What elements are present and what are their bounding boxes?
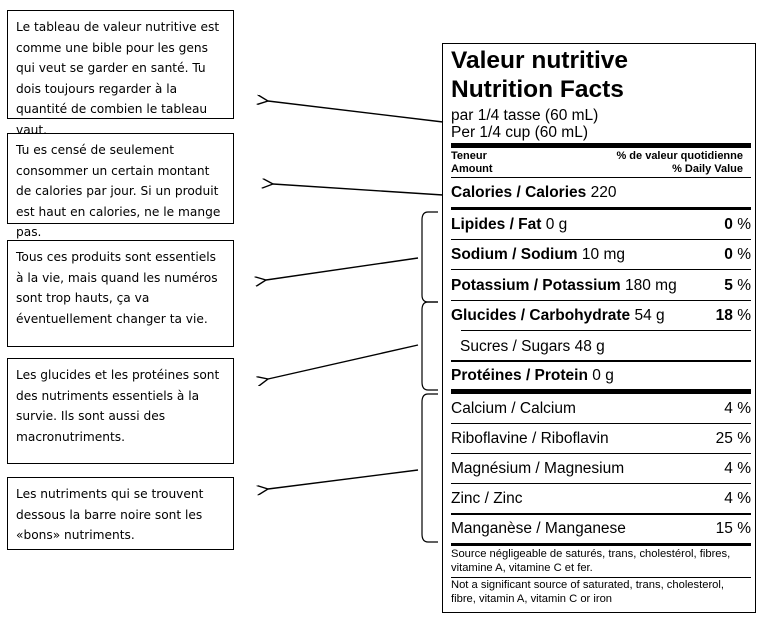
rule	[451, 269, 751, 270]
rule	[451, 360, 751, 362]
protein-row	[451, 367, 751, 385]
mineral-dv: 4 %	[724, 400, 751, 417]
mineral-row-calcium	[451, 400, 751, 418]
mineral-label: Riboflavine / Riboflavin	[451, 430, 609, 447]
rule	[451, 543, 751, 546]
arrow-calories	[273, 184, 443, 195]
title-fr: Valeur nutritive	[451, 47, 629, 74]
percent-unit: %	[737, 246, 751, 263]
note-good-nutrients: Les nutriments qui se trouvent dessous la barre noire sont les «bons» nutriments.	[7, 477, 234, 550]
sugars-row: Sucres / Sugars 48 g	[460, 338, 605, 355]
protein-label: Protéines / Protein	[451, 367, 588, 384]
rule	[451, 239, 751, 240]
thick-rule	[451, 143, 751, 148]
nutrient-dv: 0	[724, 246, 733, 263]
nutrition-facts-label	[442, 43, 756, 613]
mineral-label: Manganèse / Manganese	[451, 520, 626, 537]
bracket-fat-potassium	[422, 212, 438, 302]
nutrient-label: Potassium / Potassium	[451, 277, 621, 294]
rule	[451, 423, 751, 424]
bracket-carb-protein	[422, 302, 438, 390]
nutrient-amount: 180 mg	[625, 277, 677, 294]
arrow-group-3	[268, 470, 418, 489]
mineral-dv: 25 %	[715, 430, 751, 447]
arrow-group-1	[266, 258, 418, 280]
footnote-en: Not a significant source of saturated, trans, cholesterol, fibre, vitamin A, vitamin C or iron	[451, 579, 724, 605]
mineral-row-zinc	[451, 490, 751, 508]
serving-fr: par 1/4 tasse (60 mL)	[451, 107, 599, 124]
mineral-label: Magnésium / Magnesium	[451, 460, 625, 477]
percent-unit: %	[737, 277, 751, 294]
protein-amount: 0 g	[592, 367, 614, 384]
calories-value: 220	[590, 184, 617, 201]
daily-value-en: % Daily Value	[672, 163, 743, 175]
mineral-row-manganese	[451, 520, 751, 538]
amount-fr: Teneur	[451, 150, 487, 162]
calories-label: Calories / Calories	[451, 184, 587, 201]
nutrient-dv: 0	[724, 216, 733, 233]
mineral-label: Zinc / Zinc	[451, 490, 523, 507]
arrow-serving	[268, 101, 443, 122]
amount-en: Amount	[451, 163, 493, 175]
serving-en: Per 1/4 cup (60 mL)	[451, 124, 588, 141]
percent-unit: %	[737, 307, 751, 324]
nutrient-amount: 0 g	[545, 216, 568, 233]
nutrient-row-potassium	[451, 277, 751, 295]
title-en: Nutrition Facts	[451, 76, 624, 103]
nutrient-amount: 10 mg	[581, 246, 625, 263]
nutrient-dv: 5	[724, 277, 733, 294]
mineral-dv: 15 %	[715, 520, 751, 537]
thick-rule	[451, 389, 751, 394]
rule	[451, 207, 751, 210]
mineral-dv: 4 %	[724, 490, 751, 507]
nutrient-dv: 18	[715, 307, 733, 324]
nutrient-label: Lipides / Fat	[451, 216, 542, 233]
rule	[451, 300, 751, 301]
footnote-fr: Source négligeable de saturés, trans, cholestérol, fibres, vitamine A, vitamine C et fer.	[451, 548, 731, 574]
bracket-minerals	[422, 394, 438, 542]
rule	[451, 577, 751, 578]
mineral-row-magnesium	[451, 460, 751, 478]
note-fat-sodium-potassium: Tous ces produits sont essentiels à la vie, mais quand les numéros sont trop hauts, ça va éventuellement changer ta vie.	[7, 240, 234, 347]
nutrient-row-fat	[451, 216, 751, 234]
nutrient-label: Glucides / Carbohydrate	[451, 307, 631, 324]
rule	[451, 177, 751, 178]
mineral-row-riboflavin	[451, 430, 751, 448]
note-calories: Tu es censé de seulement consommer un certain montant de calories par jour. Si un produit est haut en calories, ne le mange pas.	[7, 133, 234, 224]
arrow-group-2	[268, 345, 418, 379]
nutrient-row-sodium	[451, 246, 751, 264]
nutrient-label: Sodium / Sodium	[451, 246, 578, 263]
nutrient-amount: 54 g	[634, 307, 665, 324]
rule	[451, 483, 751, 484]
note-serving: Le tableau de valeur nutritive est comme une bible pour les gens qui veut se garder en santé. Tu dois toujours regarder à la quantité de combien le tableau vaut.	[7, 10, 234, 119]
mineral-dv: 4 %	[724, 460, 751, 477]
percent-unit: %	[737, 216, 751, 233]
rule	[461, 330, 751, 331]
nutrient-row-carbohydrate	[451, 307, 751, 325]
calories-row	[451, 184, 751, 202]
rule	[451, 513, 751, 515]
rule	[451, 453, 751, 454]
note-carb-protein: Les glucides et les protéines sont des nutriments essentiels à la survie. Ils sont aussi des macronutriments.	[7, 358, 234, 464]
daily-value-fr: % de valeur quotidienne	[616, 150, 743, 162]
mineral-label: Calcium / Calcium	[451, 400, 576, 417]
